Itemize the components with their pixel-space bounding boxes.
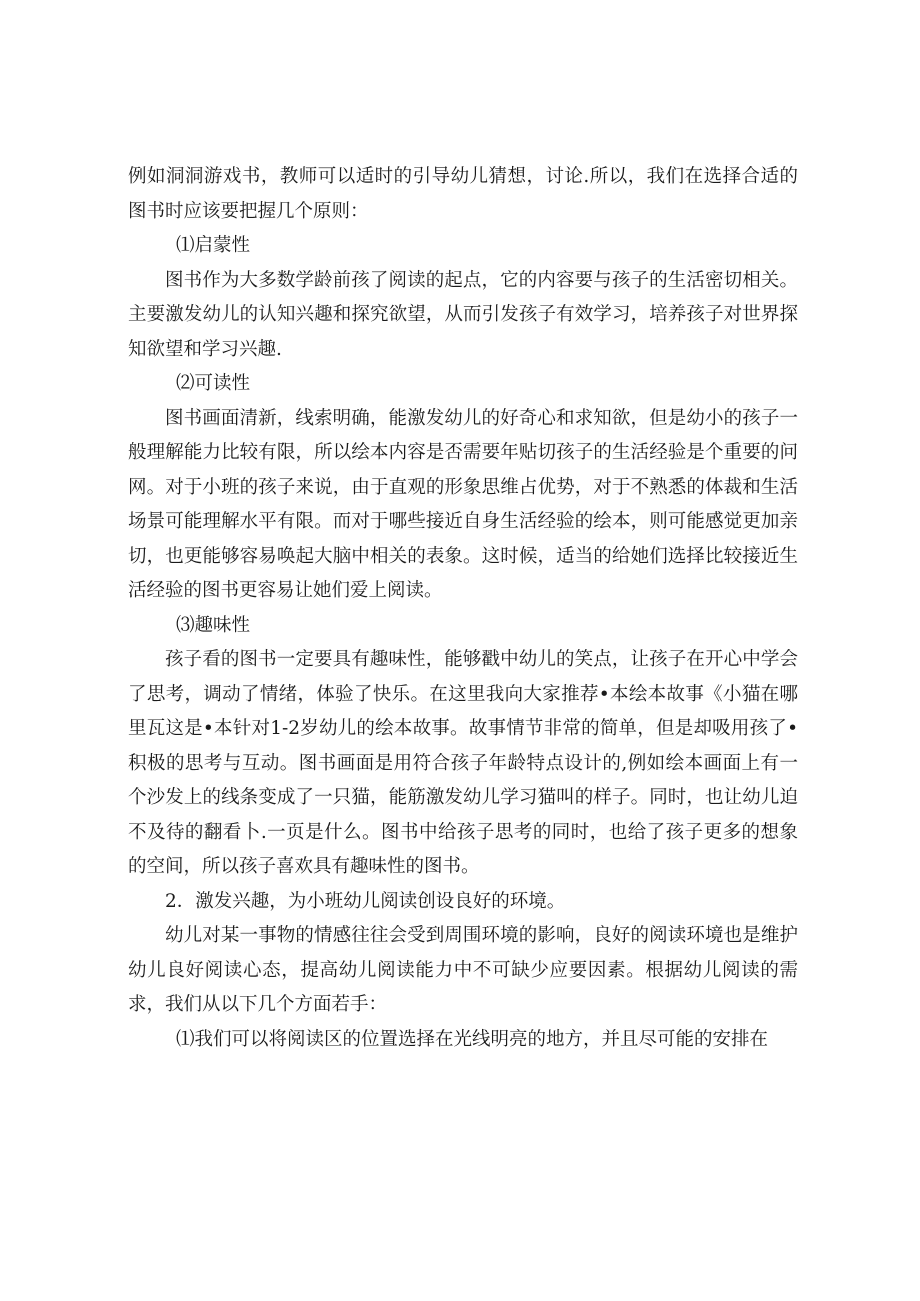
section-heading-environment: 2．激发兴趣，为小班幼儿阅读创设良好的环境。 bbox=[165, 890, 566, 912]
item-heading-readability: ⑵可读性 bbox=[176, 373, 251, 394]
paragraph-enlightening: 图书作为大多数学龄前孩了阅读的起点，它的内容要与孩子的生活密切相关。主要激发幼儿的认知兴趣和探究欲望，从而引发孩子有效学习，培养孩子对世界探知欲望和学习兴趣. bbox=[128, 269, 798, 360]
item-heading-interest: ⑶趣味性 bbox=[176, 614, 251, 636]
paragraph-interest: 孩子看的图书一定要具有趣味性，能够戳中幼儿的笑点，让孩子在开心中学会了思考，调动了情绪，体验了快乐。在这里我向大家推荐•本绘本故事《小猫在哪里瓦这是•本针对1-2岁幼儿的绘本故事。故事情节非常的简单，但是却吸用孩了•积极的思考与互动。图书画面是用符合孩子年龄特点设计的,例如绘本画面上有一个沙发上的线条变成了一只猫，能筋激发幼儿学习猫叫的样子。同时，也让幼儿迫不及待的翻看卜.一页是什么。图书中给孩子思考的同时，也给了孩子更多的想象的空间，所以孩子喜欢具有趣味性的图书。 bbox=[128, 649, 798, 877]
document-body bbox=[128, 160, 798, 1057]
item-heading-enlightening: ⑴启蒙性 bbox=[176, 235, 251, 256]
paragraph-readability: 图书画面清新，线索明确，能激发幼儿的好奇心和求知欲，但是幼小的孩子一般理解能力比较有限，所以绘本内容是否需要年贴切孩子的生活经验是个重要的问网。对于小班的孩子来说，由于直观的形象思维占优势，对于不熟悉的体裁和生活场景可能理解水平有限。而对于哪些接近自身生活经验的绘本，则可能感觉更加亲切，也更能够容易唤起大脑中相关的表象。这时候，适当的给她们选择比较接近生活经验的图书更容易让她们爱上阅读。 bbox=[128, 407, 798, 601]
item-heading-reading-area: ⑴我们可以将阅读区的位置选择在光线明亮的地方，并且尽可能的安排在 bbox=[176, 1028, 769, 1050]
paragraph-continued: 例如洞洞游戏书，教师可以适时的引导幼儿猜想，讨论.所以，我们在选择合适的图书时应该要把握几个原则： bbox=[128, 166, 798, 222]
paragraph-environment: 幼儿对某一事物的情感往往会受到周围环境的影响，良好的阅读环境也是维护幼儿良好阅读心态，提高幼儿阅读能力中不可缺少应要因素。根据幼儿阅读的需求，我们从以下几个方面若手： bbox=[128, 925, 798, 1015]
